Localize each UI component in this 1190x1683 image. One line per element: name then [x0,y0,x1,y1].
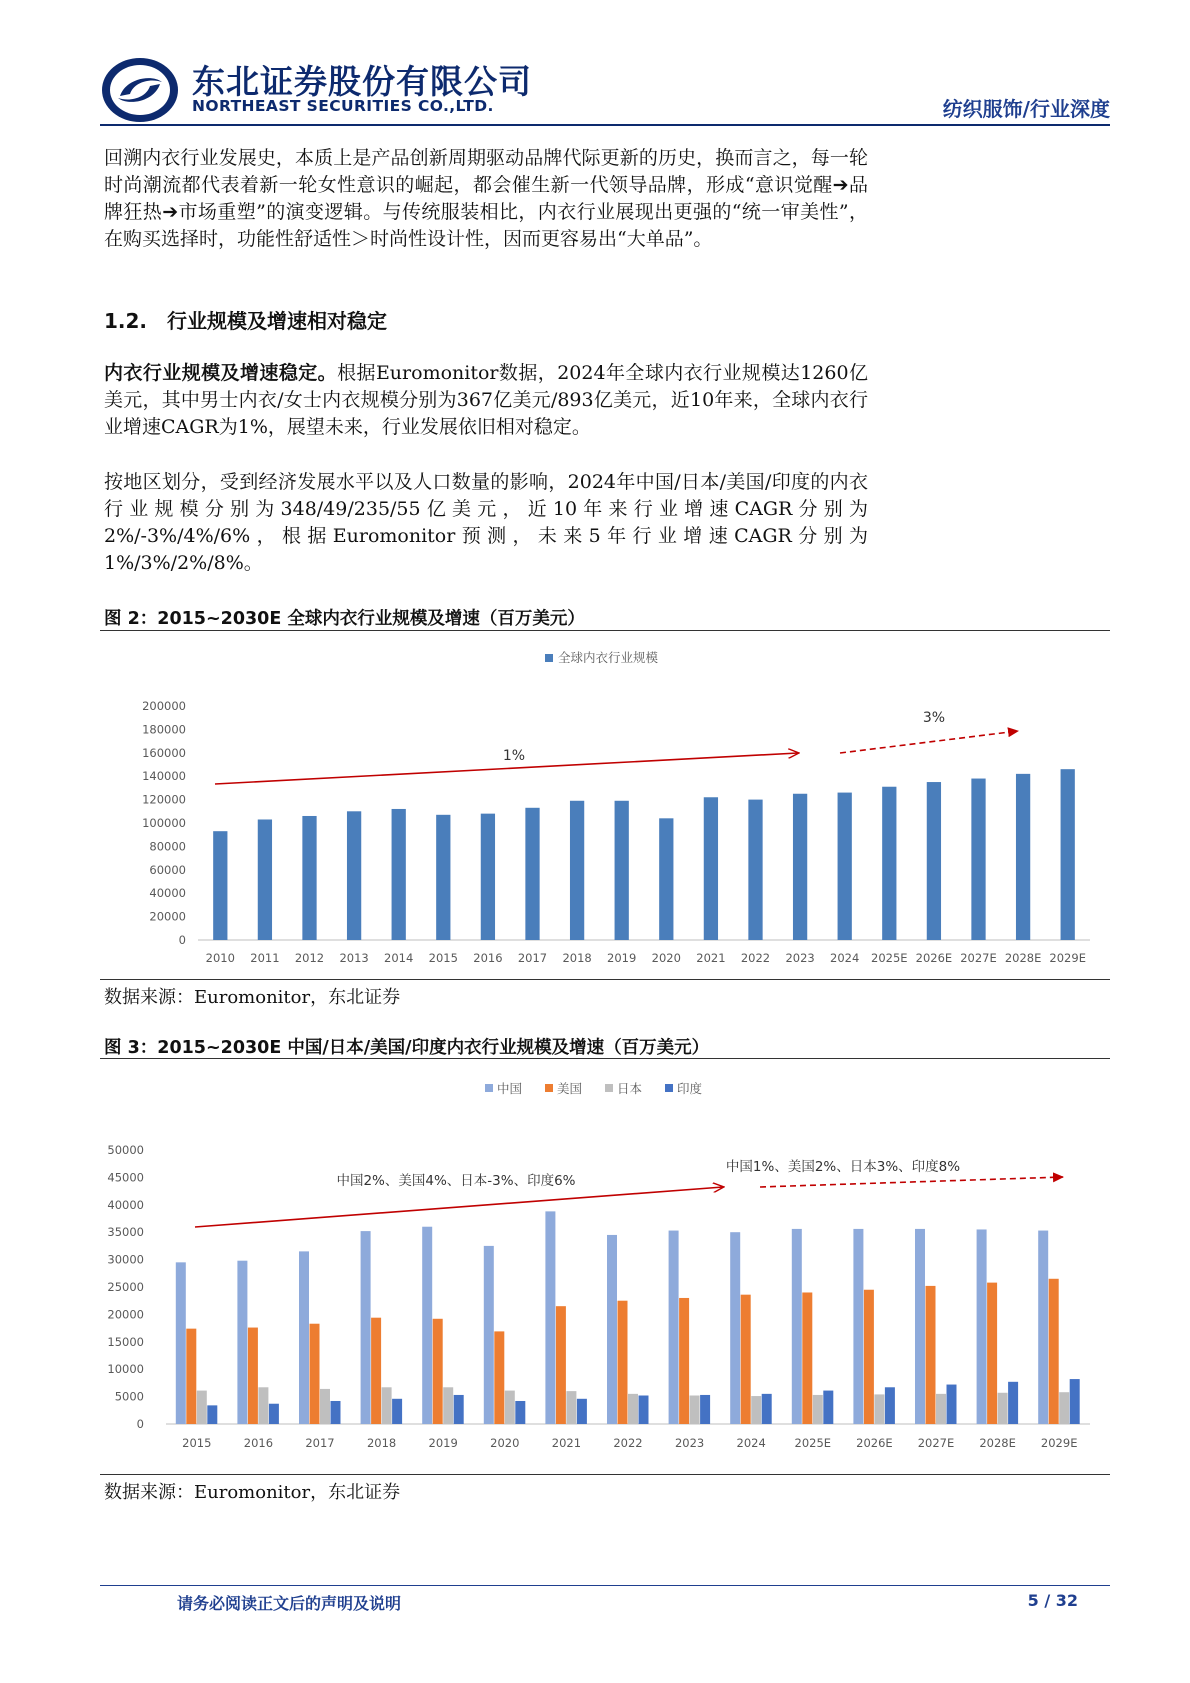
chart2-bar-usa [802,1292,812,1424]
chart1-legend-label: 全球内衣行业规模 [558,650,659,665]
chart2-bar-usa [310,1324,320,1424]
chart2-bar-japan [751,1396,761,1424]
report-sector: 纺织服饰/行业深度 [942,97,1110,121]
chart2-bar-china [299,1251,309,1424]
chart1-bar [615,801,629,940]
chart2-bar-japan [197,1391,207,1424]
chart2-bar-japan [936,1394,946,1424]
chart2-bar-india [454,1395,464,1424]
chart2-bar-india [392,1399,402,1424]
header-rule [100,124,1110,126]
chart1-x-tick-label: 2011 [250,951,280,965]
chart2-y-tick-label: 25000 [107,1280,144,1294]
chart1-x-tick-label: 2021 [696,951,726,965]
chart2-y-tick-label: 0 [136,1417,144,1431]
chart1-bar [793,794,807,940]
chart2-bar-china [545,1211,555,1424]
figure3-title: 图 3：2015~2030E 中国/日本/美国/印度内衣行业规模及增速（百万美元） [104,1038,710,1058]
chart2-bar-india [331,1401,341,1424]
chart2-bar-japan [258,1387,268,1424]
chart1-bar [1061,769,1075,940]
figure3-bottom-rule [100,1474,1110,1475]
scale-paragraph [104,360,868,441]
chart2-y-tick-label: 20000 [107,1307,144,1322]
chart2-bar-india [1008,1382,1018,1424]
chart2-y-tick-label: 30000 [107,1252,144,1267]
chart2-y-tick-label: 35000 [107,1225,144,1240]
company-name-en: NORTHEAST SECURITIES CO.,LTD. [192,97,494,115]
chart1-bar [704,797,718,940]
scale-paragraph-text: 根据Euromonitor数据，2024年全球内衣行业规模达1260亿美元，其中男士内衣/女士内衣规模分别为367亿美元/893亿美元，近10年来，全球内衣行业增速CAGR为1%，展望未来，行业发展依旧相对稳定。 [104,362,868,438]
chart1-x-tick-label: 2028E [1004,951,1042,965]
chart2-bar-usa [741,1295,751,1424]
chart1-x-tick-label: 2020 [651,951,681,965]
chart1-y-tick-label: 160000 [142,745,186,760]
chart2-legend-swatch-india [665,1084,673,1092]
chart2-bar-japan [690,1396,700,1424]
chart1-bar [347,811,361,940]
chart2-legend-swatch-usa [545,1084,553,1092]
chart2-bar-china [176,1262,186,1424]
chart2-legend-swatch-japan [605,1084,613,1092]
chart2-bar-usa [1049,1279,1059,1424]
chart1-bar [1016,774,1030,940]
chart2-bar-china [915,1229,925,1424]
chart1-bar [748,800,762,940]
chart2-bar-japan [813,1395,823,1424]
chart1-x-tick-label: 2029E [1049,951,1086,965]
chart1-bar [570,801,584,940]
chart1-x-tick-label: 2017 [517,951,548,965]
chart2-bar-japan [320,1389,330,1424]
chart1-x-tick-label: 2025E [871,951,908,965]
region-paragraph: 按地区划分，受到经济发展水平以及人口数量的影响，2024年中国/日本/美国/印度的内衣行业规模分别为348/49/235/55亿美元，近10年来行业增速CAGR分别为2%/-3%/4%/6%，根据Euromonitor预测，未来5年行业增速CAGR分别为1%/3%/2%/8%。 [104,471,868,574]
chart2-bar-usa [864,1290,874,1424]
figure2-top-rule [100,630,1110,631]
chart2-bar-india [639,1396,649,1424]
section-heading: 1.2. 行业规模及增速相对稳定 [104,309,388,333]
chart2-bar-japan [505,1391,515,1424]
chart2-legend-swatch-china [485,1084,493,1092]
chart1-x-tick-label: 2022 [740,951,771,965]
figure3-source: 数据来源：Euromonitor，东北证券 [104,1482,401,1503]
chart1-bar [436,815,450,940]
chart2-bar-usa [679,1298,689,1424]
chart2-annotation-1: 中国2%、美国4%、日本-3%、印度6% [336,1173,576,1189]
company-name-cn: 东北证券股份有限公司 [192,62,532,101]
chart2-x-tick-label: 2026E [856,1436,893,1450]
chart2-x-tick-label: 2020 [490,1436,520,1450]
chart1-annotation-2: 3% [922,710,946,726]
chart2-bar-india [1070,1379,1080,1424]
chart2-trend-arrow-dashed [760,1177,1063,1187]
chart2-bar-china [853,1229,863,1424]
chart2-bar-usa [987,1283,997,1424]
chart1-y-tick-label: 100000 [142,816,186,830]
chart2-bar-india [577,1399,587,1424]
chart2-bar-india [885,1387,895,1424]
chart1-legend-swatch [545,654,553,662]
chart2-legend-label-japan: 日本 [617,1081,643,1096]
chart2-bar-usa [494,1331,504,1424]
chart2-bar-usa [433,1319,443,1424]
chart2-bar-china [237,1261,247,1424]
chart2-y-tick-label: 45000 [107,1170,144,1185]
chart2-y-tick-label: 5000 [114,1389,144,1404]
chart2-x-tick-label: 2017 [305,1436,335,1450]
chart2-bar-japan [874,1394,884,1424]
chart2-x-tick-label: 2023 [674,1436,705,1450]
chart1-y-tick-label: 20000 [149,909,186,924]
chart2-bar-china [484,1246,494,1424]
chart1-y-tick-label: 40000 [149,886,186,901]
chart2-y-tick-label: 50000 [107,1143,144,1157]
chart1-y-tick-label: 180000 [142,722,186,737]
chart1-y-tick-label: 60000 [149,862,186,877]
chart1-x-tick-label: 2016 [473,951,503,965]
chart1-y-tick-label: 140000 [142,769,186,784]
chart2-bar-china [669,1231,679,1424]
chart2-legend-label-india: 印度 [677,1081,703,1096]
chart1-bar [838,793,852,940]
regional-lingerie-chart [100,1068,1110,1468]
chart2-bar-india [700,1395,710,1424]
chart2-legend-label-usa: 美国 [557,1081,583,1096]
chart2-bar-india [947,1385,957,1424]
intro-paragraph: 回溯内衣行业发展史，本质上是产品创新周期驱动品牌代际更新的历史，换而言之，每一轮时尚潮流都代表着新一轮女性意识的崛起，都会催生新一代领导品牌，形成“意识觉醒➔品牌狂热➔市场重塑”的演变逻辑。与传统服装相比，内衣行业展现出更强的“统一审美性”，在购买选择时，功能性舒适性＞时尚性设计性，因而更容易出“大单品”。 [104,147,868,250]
chart2-bar-usa [618,1301,628,1424]
figure2-source: 数据来源：Euromonitor，东北证券 [104,987,401,1008]
chart2-x-tick-label: 2022 [613,1436,643,1450]
chart1-x-tick-label: 2027E [960,951,997,965]
chart2-y-tick-label: 40000 [107,1197,144,1212]
chart2-x-tick-label: 2025E [794,1436,832,1450]
chart2-bar-china [977,1229,987,1424]
global-lingerie-chart [100,640,1110,975]
chart1-bar [659,818,673,940]
chart2-x-tick-label: 2016 [243,1436,274,1450]
chart1-y-tick-label: 80000 [149,839,186,854]
chart2-x-tick-label: 2029E [1040,1436,1078,1450]
figure2-bottom-rule [100,979,1110,980]
chart1-x-tick-label: 2019 [607,951,637,965]
chart1-bar [927,782,941,940]
figure3-top-rule [100,1058,1110,1059]
chart2-bar-japan [628,1394,638,1424]
chart2-annotation-2: 中国1%、美国2%、日本3%、印度8% [725,1159,961,1175]
chart2-x-tick-label: 2028E [979,1436,1016,1450]
chart2-x-tick-label: 2015 [182,1436,212,1450]
chart1-x-tick-label: 2015 [428,951,458,965]
chart2-y-tick-label: 15000 [107,1334,144,1349]
chart1-annotation-1: 1% [502,748,526,764]
chart2-bar-japan [998,1393,1008,1424]
chart2-bar-china [730,1232,740,1424]
chart1-bar [392,809,406,940]
chart2-bar-china [607,1235,617,1424]
footer-rule [100,1585,1110,1586]
chart2-bar-india [269,1404,279,1424]
chart2-bar-japan [566,1391,576,1424]
chart2-bar-india [823,1391,833,1424]
chart2-bar-japan [443,1387,453,1424]
chart1-x-tick-label: 2024 [830,951,860,965]
chart2-bar-china [361,1231,371,1424]
chart2-bar-japan [382,1387,392,1424]
chart1-trend-arrow-dashed [840,731,1018,753]
chart1-bar [258,819,272,940]
chart2-legend-label-china: 中国 [497,1081,523,1096]
chart1-bar [213,831,227,940]
chart2-x-tick-label: 2018 [366,1436,397,1450]
chart1-x-tick-label: 2014 [384,951,414,965]
chart2-bar-japan [1059,1392,1069,1424]
chart1-bar [481,814,495,940]
chart2-bar-china [792,1229,802,1424]
chart2-x-tick-label: 2024 [736,1436,766,1450]
chart2-bar-china [1038,1231,1048,1424]
chart1-y-tick-label: 120000 [142,792,186,807]
chart2-bar-india [207,1405,217,1424]
chart2-bar-india [762,1394,772,1424]
chart2-x-tick-label: 2021 [551,1436,582,1450]
chart1-y-tick-label: 200000 [142,699,186,713]
chart1-bar [882,787,896,940]
chart1-x-tick-label: 2012 [294,951,325,965]
chart2-x-tick-label: 2027E [917,1436,955,1450]
scale-paragraph-lead: 内衣行业规模及增速稳定。 [104,362,338,384]
chart2-y-tick-label: 10000 [107,1362,144,1377]
chart1-x-tick-label: 2018 [562,951,592,965]
chart2-bar-usa [371,1318,381,1424]
chart2-x-tick-label: 2019 [428,1436,458,1450]
chart1-bar [525,808,539,940]
company-logo [100,56,180,124]
chart1-bar [971,779,985,940]
chart2-bar-usa [926,1286,936,1424]
disclaimer-note: 请务必阅读正文后的声明及说明 [177,1594,402,1613]
chart1-x-tick-label: 2013 [339,951,369,965]
figure2-title: 图 2：2015~2030E 全球内衣行业规模及增速（百万美元） [104,609,585,629]
chart1-legend [545,650,659,665]
chart2-bar-usa [186,1329,196,1424]
chart2-trend-arrow-solid [195,1187,723,1227]
page-number: 5 / 32 [1027,1591,1078,1610]
chart1-bar [302,816,316,940]
chart2-bar-india [515,1401,525,1424]
chart2-bar-usa [248,1328,258,1424]
chart1-x-tick-label: 2026E [915,951,953,965]
chart2-bar-usa [556,1306,566,1424]
chart2-bar-china [422,1227,432,1424]
chart1-y-tick-label: 0 [178,933,186,947]
chart2-legend [485,1081,703,1096]
chart1-x-tick-label: 2010 [205,951,235,965]
chart1-x-tick-label: 2023 [785,951,815,965]
